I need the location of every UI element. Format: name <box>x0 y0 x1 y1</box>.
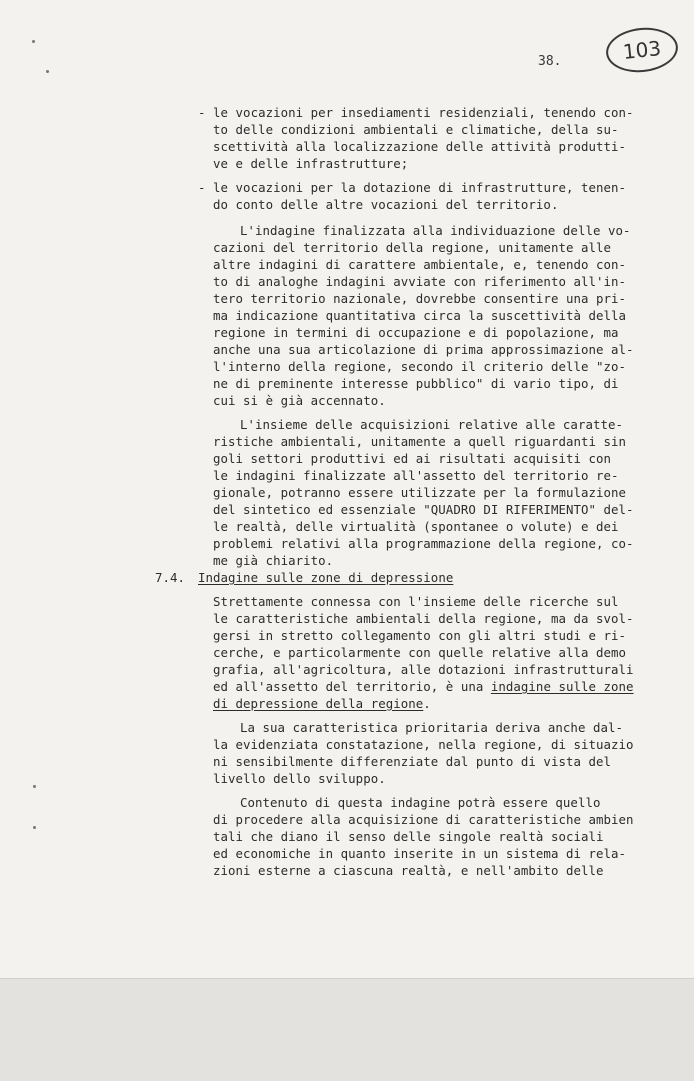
text-line: me già chiarito. <box>213 553 334 568</box>
text-line <box>213 678 634 695</box>
text-line: zioni esterne a ciascuna realtà, e nell'ambito delle <box>213 863 604 878</box>
text-line: le realtà, delle virtualità (spontanee o volute) e dei <box>213 519 619 534</box>
text-line: cazioni del territorio della regione, unitamente alle <box>213 240 612 255</box>
text-line: to di analoghe indagini avviate con riferimento all'in- <box>213 274 627 289</box>
scan-speck <box>46 70 49 73</box>
text-line: cerche, e particolarmente con quelle relative alla demo <box>213 645 627 660</box>
text-line: di procedere alla acquisizione di caratteristiche ambien <box>213 812 634 827</box>
text-line: ristiche ambientali, unitamente a quell riguardanti sin <box>213 434 627 449</box>
text-line: ne di preminente interesse pubblico" di vario tipo, di <box>213 376 619 391</box>
text-line: grafia, all'agricoltura, alle dotazioni infrastrutturali <box>213 662 634 677</box>
underlined-phrase-cont: di depressione della regione <box>213 696 424 711</box>
text-line: del sintetico ed essenziale "QUADRO DI RIFERIMENTO" del- <box>213 502 634 517</box>
text-line: do conto delle altre vocazioni del territorio. <box>213 197 559 212</box>
text-line: ve e delle infrastrutture; <box>213 156 409 171</box>
text-line: ed economiche in quanto inserite in un sistema di rela- <box>213 846 627 861</box>
scan-speck <box>33 826 36 829</box>
text-line <box>213 695 431 712</box>
text-line-lead: ed all'assetto del territorio, è una <box>213 679 491 694</box>
text-line: ma indicazione quantitativa circa la suscettività della <box>213 308 627 323</box>
text-line: le caratteristiche ambientali della regione, ma da svol- <box>213 611 634 626</box>
text-line: Contenuto di questa indagine potrà essere quello <box>240 795 601 810</box>
text-line: goli settori produttivi ed ai risultati acquisiti con <box>213 451 612 466</box>
text-line: problemi relativi alla programmazione della regione, co- <box>213 536 634 551</box>
text-line: tero territorio nazionale, dovrebbe consentire una pri- <box>213 291 627 306</box>
text-line: altre indagini di carattere ambientale, e, tenendo con- <box>213 257 627 272</box>
text-line: anche una sua articolazione di prima approssimazione al- <box>213 342 634 357</box>
text-line: Strettamente connessa con l'insieme delle ricerche sul <box>213 594 619 609</box>
text-line: - le vocazioni per insediamenti residenziali, tenendo con- <box>198 105 634 120</box>
text-line: gionale, potranno essere utilizzate per la formulazione <box>213 485 627 500</box>
text-line: scettività alla localizzazione delle attività produtti- <box>213 139 627 154</box>
text-line: livello dello sviluppo. <box>213 771 386 786</box>
text-line: - le vocazioni per la dotazione di infrastrutture, tenen- <box>198 180 627 195</box>
underlined-phrase: indagine sulle zone <box>490 679 634 694</box>
text-line: La sua caratteristica prioritaria deriva anche dal- <box>240 720 623 735</box>
text-line: ni sensibilmente differenziate dal punto di vista del <box>213 754 612 769</box>
text-line: L'insieme delle acquisizioni relative alle caratte- <box>240 417 623 432</box>
page-number: 38. <box>538 54 562 69</box>
page-stamp: 103 <box>604 24 680 75</box>
text-line: cui si è già accennato. <box>213 393 386 408</box>
text-line: to delle condizioni ambientali e climatiche, della su- <box>213 122 619 137</box>
section-title: Indagine sulle zone di depressione <box>198 570 454 585</box>
text-line: regione in termini di occupazione e di popolazione, ma <box>213 325 619 340</box>
text-line: gersi in stretto collegamento con gli altri studi e ri- <box>213 628 627 643</box>
text-line: le indagini finalizzate all'assetto del territorio re- <box>213 468 619 483</box>
text-line: l'interno della regione, secondo il criterio delle "zo- <box>213 359 627 374</box>
text-line: tali che diano il senso delle singole realtà sociali <box>213 829 604 844</box>
trailing-period: . <box>423 696 431 711</box>
text-line: L'indagine finalizzata alla individuazione delle vo- <box>240 223 631 238</box>
text-line: la evidenziata constatazione, nella regione, di situazio <box>213 737 634 752</box>
scan-speck <box>33 785 36 788</box>
scan-speck <box>32 40 35 43</box>
scan-margin <box>0 978 694 1081</box>
section-number: 7.4. <box>155 570 186 585</box>
